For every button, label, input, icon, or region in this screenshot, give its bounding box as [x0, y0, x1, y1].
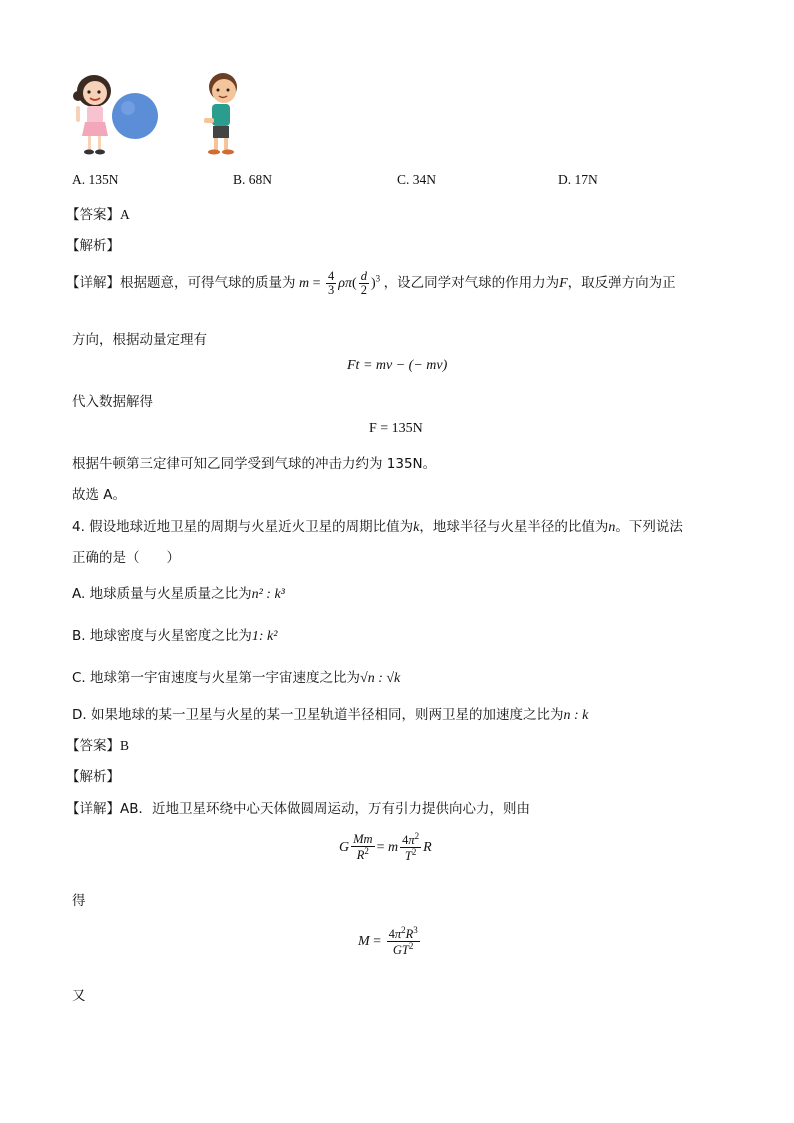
substitute-text: 代入数据解得: [72, 394, 153, 410]
q4-detail-line: 【详解】AB．近地卫星环绕中心天体做圆周运动，万有引力提供向心力，则由: [66, 801, 530, 817]
equation-momentum: Ft = mv − (− mv): [347, 358, 448, 373]
q4-option-c: C. 地球第一宇宙速度与火星第一宇宙速度之比为√n : √k: [72, 670, 401, 686]
q3-answer-line: [66, 203, 130, 223]
q3-option-d: D. 17N: [558, 172, 598, 187]
you-text: 又: [72, 988, 86, 1004]
illustration-children-ball: [66, 66, 246, 158]
ball: [112, 93, 158, 139]
detail-text: 根据题意，可得气球的质量为: [120, 274, 296, 291]
q4-analysis-tag: 【解析】: [66, 769, 120, 785]
q3-option-b: B. 68N: [233, 172, 273, 187]
q4-stem-line1: 4. 假设地球近地卫星的周期与火星近火卫星的周期比值为k，地球半径与火星半径的比值为n。下列说法: [72, 519, 683, 535]
q4-stem-line2: 正确的是（ ）: [72, 550, 180, 566]
detail-tag: 【详解】: [66, 274, 120, 291]
q4-option-a: A. 地球质量与火星质量之比为n² : k³: [72, 586, 285, 602]
equation-mass: M = $\frac{4\pi^2R^3}{GT^2}$: [358, 925, 418, 958]
newton-third-law-text: 根据牛顿第三定律可知乙同学受到气球的冲击力约为 135N。: [72, 456, 437, 472]
q3-analysis-tag: 【解析】: [66, 238, 120, 254]
q4-option-b: B. 地球密度与火星密度之比为1: k²: [72, 628, 278, 644]
q4-option-d: D. 如果地球的某一卫星与火星的某一卫星轨道半径相同，则两卫星的加速度之比为n : k: [72, 707, 589, 723]
answer-tag: 【答案】: [66, 207, 120, 223]
q3-detail-line: 【详解】根据题意，可得气球的质量为 m = $\frac{4}{3}$ ρπ( $\frac{d}{2}$ )$^3$ ，设乙同学对气球的作用力为F，取反弹方向为正: [66, 269, 676, 298]
de-text: 得: [72, 893, 86, 909]
equation-gravitation: G $\frac{Mm}{R^2}$ = m $\frac{4\pi^2}{T^2}$ R: [339, 831, 432, 864]
q3-option-c: C. 34N: [397, 172, 437, 187]
mass-formula: m = $\frac{4}{3}$ ρπ( $\frac{d}{2}$ )$^3$: [299, 269, 381, 298]
choose-text: 故选 A。: [72, 487, 127, 503]
q3-detail-cont: 方向，根据动量定理有: [72, 332, 207, 348]
q3-option-a: A. 135N: [72, 172, 119, 187]
boy-figure: [204, 73, 237, 155]
answer-value: A: [120, 207, 130, 222]
girl-figure: [73, 75, 111, 155]
q4-answer-line: 【答案】B: [66, 738, 130, 754]
equation-force: F = 135N: [369, 421, 423, 436]
